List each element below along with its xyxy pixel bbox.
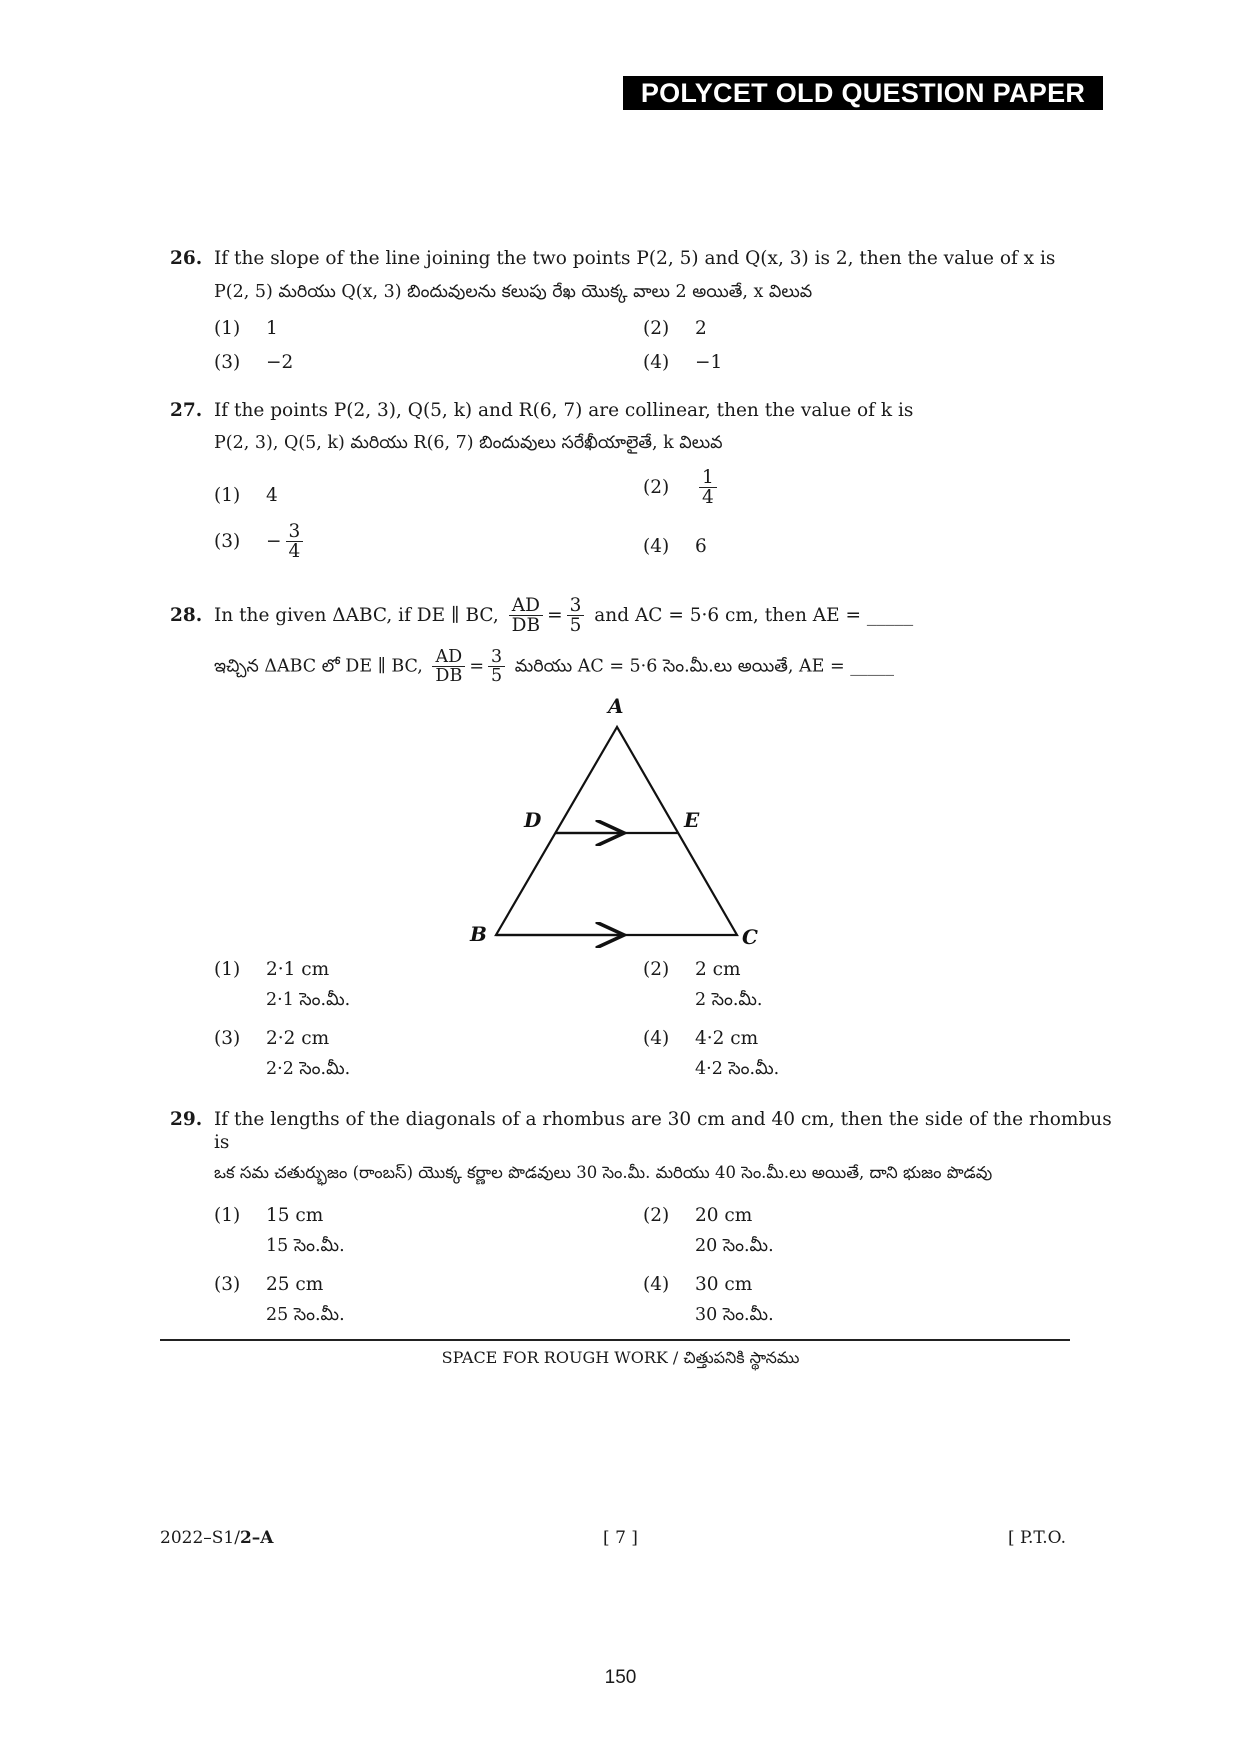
question-27 xyxy=(170,400,913,421)
option: (2) 2 cm xyxy=(643,959,741,980)
option-telugu: 20 సెం.మీ. xyxy=(695,1236,774,1256)
fraction: $\frac{AD}{DB}$ xyxy=(509,596,543,636)
divider xyxy=(160,1339,1070,1341)
question-text-english: If the slope of the line joining the two points P(2, 5) and Q(x, 3) is 2, then the value of x is xyxy=(214,248,1056,269)
question-number: 28. xyxy=(170,604,203,626)
option: (1) 1 xyxy=(214,318,278,339)
fraction: $\frac{3}{5}$ xyxy=(488,648,505,686)
question-number: 26. xyxy=(170,248,203,269)
option: (4) 6 xyxy=(643,536,707,557)
option-telugu: 4·2 సెం.మీ. xyxy=(695,1059,780,1079)
option-telugu: 2·1 సెం.మీ. xyxy=(266,990,351,1010)
label-b: B xyxy=(470,922,487,946)
question-28: 28. In the given ΔABC, if DE ∥ BC, $\frac{AD}{DB}$ = $\frac{3}{5}$ and AC = 5·6 cm, then AE = _____ xyxy=(170,595,914,637)
fraction: $\frac{3}{4}$ xyxy=(286,522,304,562)
sheet-page: [ 7 ] xyxy=(603,1528,638,1548)
option: (2) 2 xyxy=(643,318,707,339)
question-text-english: If the points P(2, 3), Q(5, k) and R(6, 7) are collinear, then the value of k is xyxy=(214,400,914,421)
option-telugu: 15 సెం.మీ. xyxy=(266,1236,345,1256)
fraction: $\frac{3}{5}$ xyxy=(567,596,585,636)
option: (2) 20 cm xyxy=(643,1205,753,1226)
paper-banner: POLYCET OLD QUESTION PAPER xyxy=(623,76,1103,110)
option: (1) 15 cm xyxy=(214,1205,324,1226)
question-26 xyxy=(170,248,1055,269)
option-telugu: 2 సెం.మీ. xyxy=(695,990,763,1010)
option: (4) −1 xyxy=(643,352,723,373)
question-number: 27. xyxy=(170,400,203,421)
question-text-telugu: ఒక సమ చతుర్భుజం (రాంబస్) యొక్క కర్ణాల పొడవులు 30 సెం.మీ. మరియు 40 సెం.మీ.లు అయితే, దాని భుజం పొడవు xyxy=(214,1163,993,1182)
rough-work-label: SPACE FOR ROUGH WORK / చిత్తుపనికి స్థానము xyxy=(441,1348,800,1367)
option: (3) −2 xyxy=(214,352,294,373)
label-d: D xyxy=(524,808,542,832)
triangle-diagram xyxy=(460,693,760,953)
question-text-english: If the lengths of the diagonals of a rhombus are 30 cm and 40 cm, then the side of the rhombus is xyxy=(214,1109,1112,1153)
option-telugu: 25 సెం.మీ. xyxy=(266,1305,345,1325)
option-telugu: 30 సెం.మీ. xyxy=(695,1305,774,1325)
page-number: 150 xyxy=(604,1667,637,1688)
label-e: E xyxy=(684,808,700,832)
option: (3) 2·2 cm xyxy=(214,1028,330,1049)
fraction: $\frac{1}{4}$ xyxy=(699,468,717,508)
fraction: $\frac{AD}{DB}$ xyxy=(432,648,465,686)
option: (2) $\frac{1}{4}$ xyxy=(643,468,721,508)
option: (1) 2·1 cm xyxy=(214,959,330,980)
option-telugu: 2·2 సెం.మీ. xyxy=(266,1059,351,1079)
label-c: C xyxy=(742,925,758,949)
label-a: A xyxy=(608,694,624,718)
option: (4) 30 cm xyxy=(643,1274,753,1295)
question-text-telugu: P(2, 5) మరియు Q(x, 3) బిందువులను కలుపు రేఖ యొక్క వాలు 2 అయితే, x విలువ xyxy=(214,282,813,302)
option: (3) 25 cm xyxy=(214,1274,324,1295)
question-text-telugu: P(2, 3), Q(5, k) మరియు R(6, 7) బిందువులు సరేఖీయాలైతే, k విలువ xyxy=(214,433,723,453)
option: (4) 4·2 cm xyxy=(643,1028,759,1049)
question-29 xyxy=(170,1108,1114,1154)
option: (1) 4 xyxy=(214,485,278,506)
option: (3) − $\frac{3}{4}$ xyxy=(214,522,307,562)
question-text-telugu: ఇచ్చిన ΔABC లో DE ∥ BC, $\frac{AD}{DB}$ = $\frac{3}{5}$ మరియు AC = 5·6 సెం.మీ.లు అయితే, AE = _____ xyxy=(214,647,894,687)
pto-label: [ P.T.O. xyxy=(1008,1528,1067,1548)
paper-code: 2022–S1/2–A xyxy=(160,1528,274,1548)
question-number: 29. xyxy=(170,1109,203,1130)
